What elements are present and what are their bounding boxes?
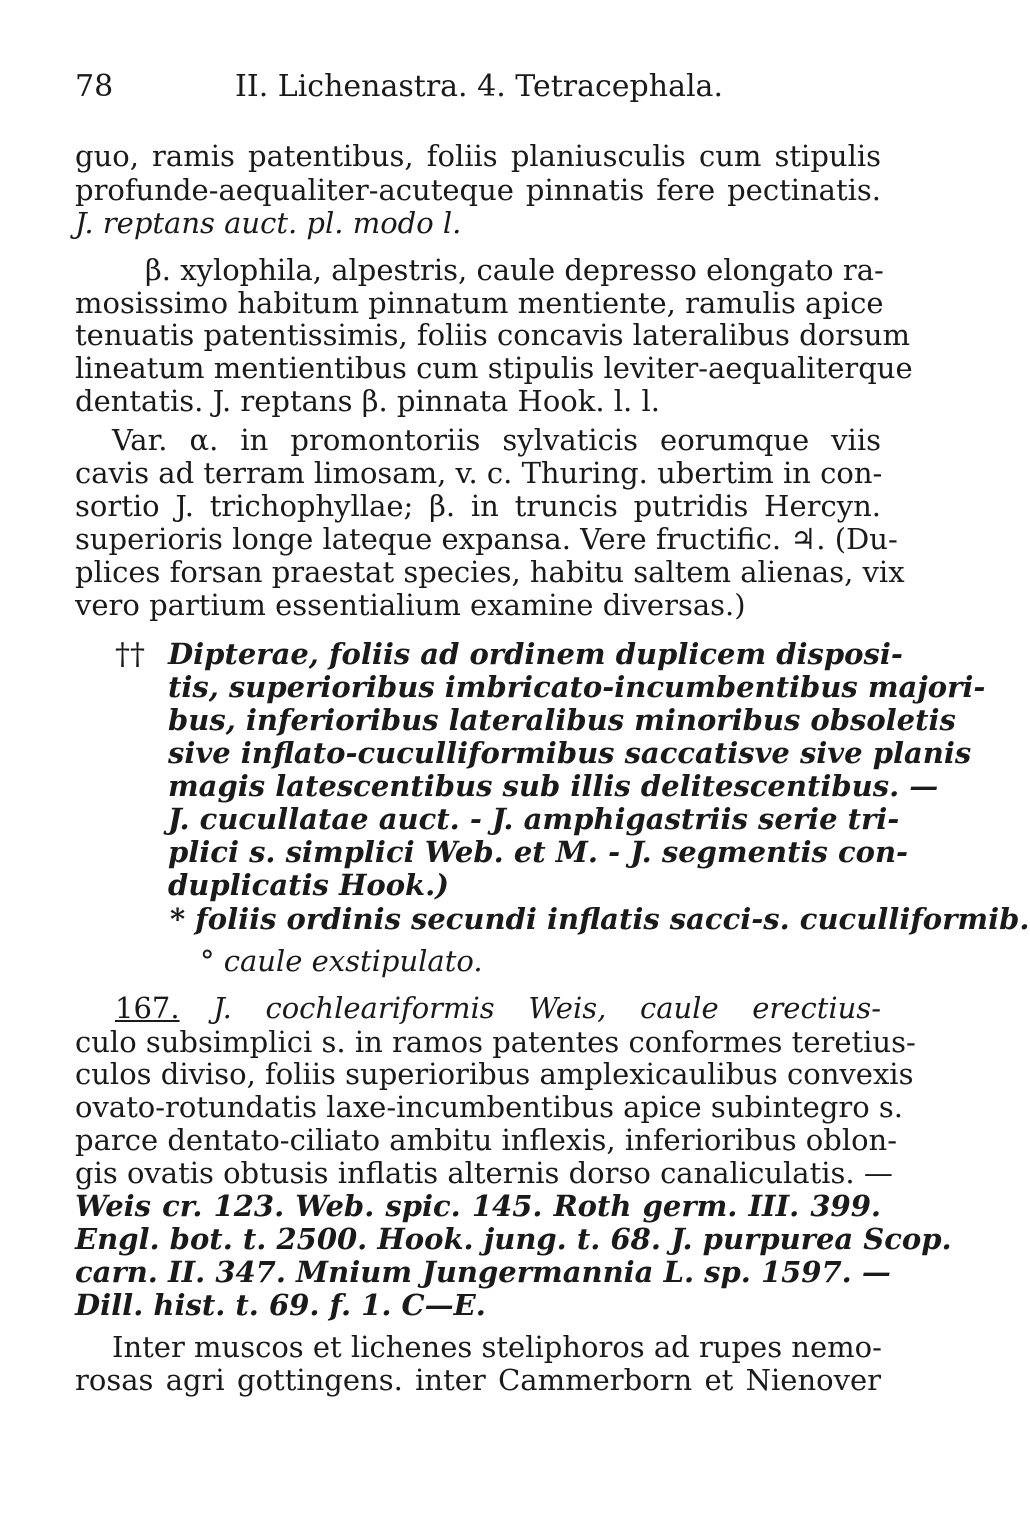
species-number: 167. bbox=[115, 991, 180, 1025]
text-line: vero partium essentialium examine diversas.) bbox=[75, 588, 746, 622]
section-line: bus, inferioribus lateralibus minoribus obsoletis bbox=[168, 703, 956, 737]
running-title: II. Lichenastra. 4. Tetracephala. bbox=[235, 69, 723, 104]
text-line: tenuatis patentissimis, foliis concavis lateralibus dorsum bbox=[75, 318, 911, 352]
citation-line: Weis cr. 123. Web. spic. 145. Roth germ. III. 399. bbox=[75, 1189, 881, 1223]
section-line: sive inflato-cuculliformibus saccatisve sive planis bbox=[168, 736, 972, 770]
section-line: J. cucullatae auct. - J. amphigastriis serie tri- bbox=[168, 802, 900, 836]
section-line: duplicatis Hook.) bbox=[168, 868, 449, 902]
page-number: 78 bbox=[75, 69, 114, 104]
text-line: parce dentato-ciliato ambitu inflexis, inferioribus oblon- bbox=[75, 1123, 898, 1157]
section-line: Dipterae, foliis ad ordinem duplicem disposi- bbox=[168, 637, 903, 671]
text-line: β. xylophila, alpestris, caule depresso elongato ra- bbox=[145, 253, 884, 287]
text-line: Inter muscos et lichenes steliphoros ad rupes nemo- bbox=[112, 1330, 882, 1364]
section-line: tis, superioribus imbricato-incumbentibus majori- bbox=[168, 670, 986, 704]
subsection-line: * foliis ordinis secundi inflatis sacci-s. cuculliformib. bbox=[170, 902, 1030, 936]
text-line: profunde-aequaliter-acuteque pinnatis fere pectinatis. bbox=[75, 173, 881, 207]
section-line: plici s. simplici Web. et M. - J. segmentis con- bbox=[168, 835, 909, 869]
species-name-line: J. cochleariformis Weis, caule erectius- bbox=[213, 991, 881, 1025]
text-line: superioris longe lateque expansa. Vere fructific. ♃. (Du- bbox=[75, 522, 898, 556]
section-line: magis latescentibus sub illis delitescentibus. — bbox=[168, 769, 939, 803]
citation-line: Engl. bot. t. 2500. Hook. jung. t. 68. J. purpurea Scop. bbox=[75, 1222, 952, 1256]
text-line: sortio J. trichophyllae; β. in truncis putridis Hercyn. bbox=[75, 489, 881, 523]
subsection-line: ° caule exstipulato. bbox=[200, 944, 483, 978]
text-line: culos diviso, foliis superioribus amplexicaulibus convexis bbox=[75, 1057, 914, 1091]
citation-line: carn. II. 347. Mnium Jungermannia L. sp. 1597. — bbox=[75, 1255, 891, 1289]
section-dagger: †† bbox=[115, 637, 145, 672]
species-line bbox=[115, 992, 881, 1025]
text-line: culo subsimplici s. in ramos patentes conformes teretius- bbox=[75, 1025, 916, 1059]
text-line: J. reptans auct. pl. modo l. bbox=[75, 206, 462, 240]
text-line: rosas agri gottingens. inter Cammerborn et Nienover bbox=[75, 1363, 881, 1397]
text-line: cavis ad terram limosam, v. c. Thuring. ubertim in con- bbox=[75, 456, 883, 490]
text-line: guo, ramis patentibus, foliis planiusculis cum stipulis bbox=[75, 139, 881, 173]
text-line: Var. α. in promontoriis sylvaticis eorumque viis bbox=[112, 423, 881, 457]
citation-line: Dill. hist. t. 69. f. 1. C—E. bbox=[75, 1288, 486, 1322]
text-line: lineatum mentientibus cum stipulis leviter-aequaliterque bbox=[75, 351, 913, 385]
text-line: ovato-rotundatis laxe-incumbentibus apice subintegro s. bbox=[75, 1090, 904, 1124]
text-line: gis ovatis obtusis inflatis alternis dorso canaliculatis. — bbox=[75, 1156, 893, 1190]
text-line: plices forsan praestat species, habitu saltem alienas, vix bbox=[75, 555, 905, 589]
text-line: mosissimo habitum pinnatum mentiente, ramulis apice bbox=[75, 286, 884, 320]
text-line: dentatis. J. reptans β. pinnata Hook. l. l. bbox=[75, 384, 660, 418]
